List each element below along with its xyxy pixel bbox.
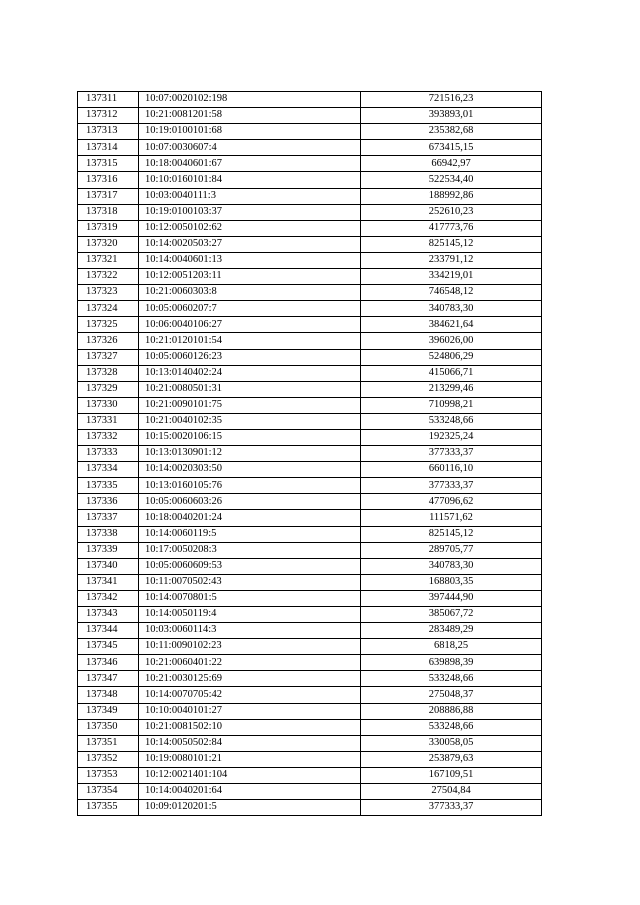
table-row: [78, 188, 542, 204]
amount-cell: 188992,86: [361, 188, 542, 204]
amount-cell: 825145,12: [361, 236, 542, 252]
table-row: [78, 124, 542, 140]
row-id-cell: 137323: [78, 285, 139, 301]
row-id-cell: 137318: [78, 204, 139, 220]
table-row: [78, 220, 542, 236]
table-row: [78, 285, 542, 301]
table-row: [78, 236, 542, 252]
row-id-cell: 137329: [78, 381, 139, 397]
row-id-cell: 137334: [78, 462, 139, 478]
cadastral-number-cell: 10:14:0020503:27: [139, 236, 361, 252]
table-row: [78, 510, 542, 526]
row-id-cell: 137315: [78, 156, 139, 172]
amount-cell: 377333,37: [361, 446, 542, 462]
cadastral-number-cell: 10:19:0080101:21: [139, 751, 361, 767]
row-id-cell: 137314: [78, 140, 139, 156]
amount-cell: 384621,64: [361, 317, 542, 333]
table-row: [78, 494, 542, 510]
table-row: [78, 446, 542, 462]
row-id-cell: 137347: [78, 671, 139, 687]
cadastral-number-cell: 10:03:0060114:3: [139, 623, 361, 639]
table-row: [78, 301, 542, 317]
cadastral-number-cell: 10:14:0060119:5: [139, 526, 361, 542]
cadastral-number-cell: 10:13:0140402:24: [139, 365, 361, 381]
table-row: [78, 381, 542, 397]
table-row: [78, 623, 542, 639]
row-id-cell: 137313: [78, 124, 139, 140]
row-id-cell: 137339: [78, 542, 139, 558]
table-row: [78, 719, 542, 735]
row-id-cell: 137345: [78, 639, 139, 655]
amount-cell: 253879,63: [361, 751, 542, 767]
row-id-cell: 137322: [78, 269, 139, 285]
table-row: [78, 397, 542, 413]
amount-cell: 208886,88: [361, 703, 542, 719]
row-id-cell: 137325: [78, 317, 139, 333]
cadastral-number-cell: 10:14:0070705:42: [139, 687, 361, 703]
amount-cell: 340783,30: [361, 301, 542, 317]
table-row: [78, 333, 542, 349]
cadastral-number-cell: 10:09:0120201:5: [139, 800, 361, 816]
amount-cell: 825145,12: [361, 526, 542, 542]
cadastral-number-cell: 10:21:0081201:58: [139, 108, 361, 124]
table-row: [78, 269, 542, 285]
cadastral-number-cell: 10:11:0090102:23: [139, 639, 361, 655]
row-id-cell: 137338: [78, 526, 139, 542]
row-id-cell: 137351: [78, 735, 139, 751]
row-id-cell: 137327: [78, 349, 139, 365]
row-id-cell: 137348: [78, 687, 139, 703]
row-id-cell: 137312: [78, 108, 139, 124]
cadastral-number-cell: 10:21:0090101:75: [139, 397, 361, 413]
amount-cell: 283489,29: [361, 623, 542, 639]
amount-cell: 66942,97: [361, 156, 542, 172]
table-row: [78, 735, 542, 751]
cadastral-number-cell: 10:12:0051203:11: [139, 269, 361, 285]
amount-cell: 522534,40: [361, 172, 542, 188]
table-row: [78, 252, 542, 268]
row-id-cell: 137342: [78, 590, 139, 606]
cadastral-number-cell: 10:14:0020303:50: [139, 462, 361, 478]
row-id-cell: 137332: [78, 429, 139, 445]
table-row: [78, 558, 542, 574]
amount-cell: 385067,72: [361, 607, 542, 623]
cadastral-number-cell: 10:05:0060207:7: [139, 301, 361, 317]
table-row: [78, 526, 542, 542]
amount-cell: 27504,84: [361, 784, 542, 800]
amount-cell: 721516,23: [361, 92, 542, 108]
row-id-cell: 137341: [78, 574, 139, 590]
amount-cell: 235382,68: [361, 124, 542, 140]
row-id-cell: 137311: [78, 92, 139, 108]
cadastral-number-cell: 10:14:0040601:13: [139, 252, 361, 268]
table-row: [78, 542, 542, 558]
amount-cell: 673415,15: [361, 140, 542, 156]
table-row: [78, 703, 542, 719]
cadastral-number-cell: 10:21:0080501:31: [139, 381, 361, 397]
row-id-cell: 137340: [78, 558, 139, 574]
amount-cell: 477096,62: [361, 494, 542, 510]
table-row: [78, 478, 542, 494]
table-row: [78, 574, 542, 590]
cadastral-number-cell: 10:03:0040111:3: [139, 188, 361, 204]
table-row: [78, 204, 542, 220]
row-id-cell: 137324: [78, 301, 139, 317]
cadastral-number-cell: 10:07:0020102:198: [139, 92, 361, 108]
cadastral-number-cell: 10:21:0040102:35: [139, 413, 361, 429]
amount-cell: 639898,39: [361, 655, 542, 671]
amount-cell: 334219,01: [361, 269, 542, 285]
table-row: [78, 590, 542, 606]
data-table: [77, 91, 542, 816]
cadastral-number-cell: 10:18:0040601:67: [139, 156, 361, 172]
cadastral-number-cell: 10:07:0030607:4: [139, 140, 361, 156]
table-row: [78, 784, 542, 800]
row-id-cell: 137326: [78, 333, 139, 349]
cadastral-number-cell: 10:10:0160101:84: [139, 172, 361, 188]
table-row: [78, 108, 542, 124]
cadastral-number-cell: 10:13:0130901:12: [139, 446, 361, 462]
cadastral-number-cell: 10:21:0030125:69: [139, 671, 361, 687]
amount-cell: 397444,90: [361, 590, 542, 606]
row-id-cell: 137350: [78, 719, 139, 735]
cadastral-number-cell: 10:21:0060303:8: [139, 285, 361, 301]
amount-cell: 417773,76: [361, 220, 542, 236]
row-id-cell: 137321: [78, 252, 139, 268]
cadastral-number-cell: 10:19:0100101:68: [139, 124, 361, 140]
row-id-cell: 137352: [78, 751, 139, 767]
table-row: [78, 349, 542, 365]
amount-cell: 233791,12: [361, 252, 542, 268]
table-row: [78, 767, 542, 783]
amount-cell: 377333,37: [361, 800, 542, 816]
cadastral-number-cell: 10:21:0120101:54: [139, 333, 361, 349]
table-row: [78, 172, 542, 188]
row-id-cell: 137335: [78, 478, 139, 494]
amount-cell: 533248,66: [361, 413, 542, 429]
amount-cell: 524806,29: [361, 349, 542, 365]
table-row: [78, 655, 542, 671]
row-id-cell: 137333: [78, 446, 139, 462]
row-id-cell: 137336: [78, 494, 139, 510]
amount-cell: 415066,71: [361, 365, 542, 381]
table-body: [78, 92, 542, 816]
table-row: [78, 429, 542, 445]
table-row: [78, 317, 542, 333]
amount-cell: 289705,77: [361, 542, 542, 558]
row-id-cell: 137317: [78, 188, 139, 204]
amount-cell: 252610,23: [361, 204, 542, 220]
table-row: [78, 671, 542, 687]
row-id-cell: 137320: [78, 236, 139, 252]
table-row: [78, 639, 542, 655]
amount-cell: 746548,12: [361, 285, 542, 301]
cadastral-number-cell: 10:14:0040201:64: [139, 784, 361, 800]
cadastral-number-cell: 10:10:0040101:27: [139, 703, 361, 719]
amount-cell: 660116,10: [361, 462, 542, 478]
cadastral-number-cell: 10:14:0050502:84: [139, 735, 361, 751]
cadastral-number-cell: 10:05:0060609:53: [139, 558, 361, 574]
amount-cell: 168803,35: [361, 574, 542, 590]
cadastral-number-cell: 10:15:0020106:15: [139, 429, 361, 445]
cadastral-number-cell: 10:11:0070502:43: [139, 574, 361, 590]
row-id-cell: 137343: [78, 607, 139, 623]
row-id-cell: 137330: [78, 397, 139, 413]
table-row: [78, 365, 542, 381]
cadastral-number-cell: 10:06:0040106:27: [139, 317, 361, 333]
amount-cell: 393893,01: [361, 108, 542, 124]
table-row: [78, 92, 542, 108]
table-row: [78, 607, 542, 623]
amount-cell: 111571,62: [361, 510, 542, 526]
cadastral-number-cell: 10:14:0070801:5: [139, 590, 361, 606]
row-id-cell: 137346: [78, 655, 139, 671]
amount-cell: 213299,46: [361, 381, 542, 397]
cadastral-number-cell: 10:13:0160105:76: [139, 478, 361, 494]
row-id-cell: 137328: [78, 365, 139, 381]
cadastral-number-cell: 10:19:0100103:37: [139, 204, 361, 220]
row-id-cell: 137337: [78, 510, 139, 526]
row-id-cell: 137319: [78, 220, 139, 236]
row-id-cell: 137353: [78, 767, 139, 783]
table-row: [78, 140, 542, 156]
cadastral-number-cell: 10:05:0060126:23: [139, 349, 361, 365]
amount-cell: 340783,30: [361, 558, 542, 574]
amount-cell: 192325,24: [361, 429, 542, 445]
cadastral-number-cell: 10:17:0050208:3: [139, 542, 361, 558]
cadastral-number-cell: 10:12:0021401:104: [139, 767, 361, 783]
row-id-cell: 137331: [78, 413, 139, 429]
amount-cell: 533248,66: [361, 671, 542, 687]
amount-cell: 396026,00: [361, 333, 542, 349]
table-row: [78, 413, 542, 429]
amount-cell: 710998,21: [361, 397, 542, 413]
cadastral-number-cell: 10:18:0040201:24: [139, 510, 361, 526]
cadastral-number-cell: 10:21:0081502:10: [139, 719, 361, 735]
amount-cell: 330058,05: [361, 735, 542, 751]
row-id-cell: 137316: [78, 172, 139, 188]
row-id-cell: 137349: [78, 703, 139, 719]
row-id-cell: 137355: [78, 800, 139, 816]
cadastral-number-cell: 10:14:0050119:4: [139, 607, 361, 623]
cadastral-number-cell: 10:12:0050102:62: [139, 220, 361, 236]
amount-cell: 6818,25: [361, 639, 542, 655]
table-row: [78, 462, 542, 478]
amount-cell: 167109,51: [361, 767, 542, 783]
table-row: [78, 156, 542, 172]
cadastral-number-cell: 10:05:0060603:26: [139, 494, 361, 510]
row-id-cell: 137344: [78, 623, 139, 639]
amount-cell: 377333,37: [361, 478, 542, 494]
table-row: [78, 687, 542, 703]
amount-cell: 533248,66: [361, 719, 542, 735]
table-row: [78, 751, 542, 767]
table-row: [78, 800, 542, 816]
row-id-cell: 137354: [78, 784, 139, 800]
cadastral-number-cell: 10:21:0060401:22: [139, 655, 361, 671]
amount-cell: 275048,37: [361, 687, 542, 703]
